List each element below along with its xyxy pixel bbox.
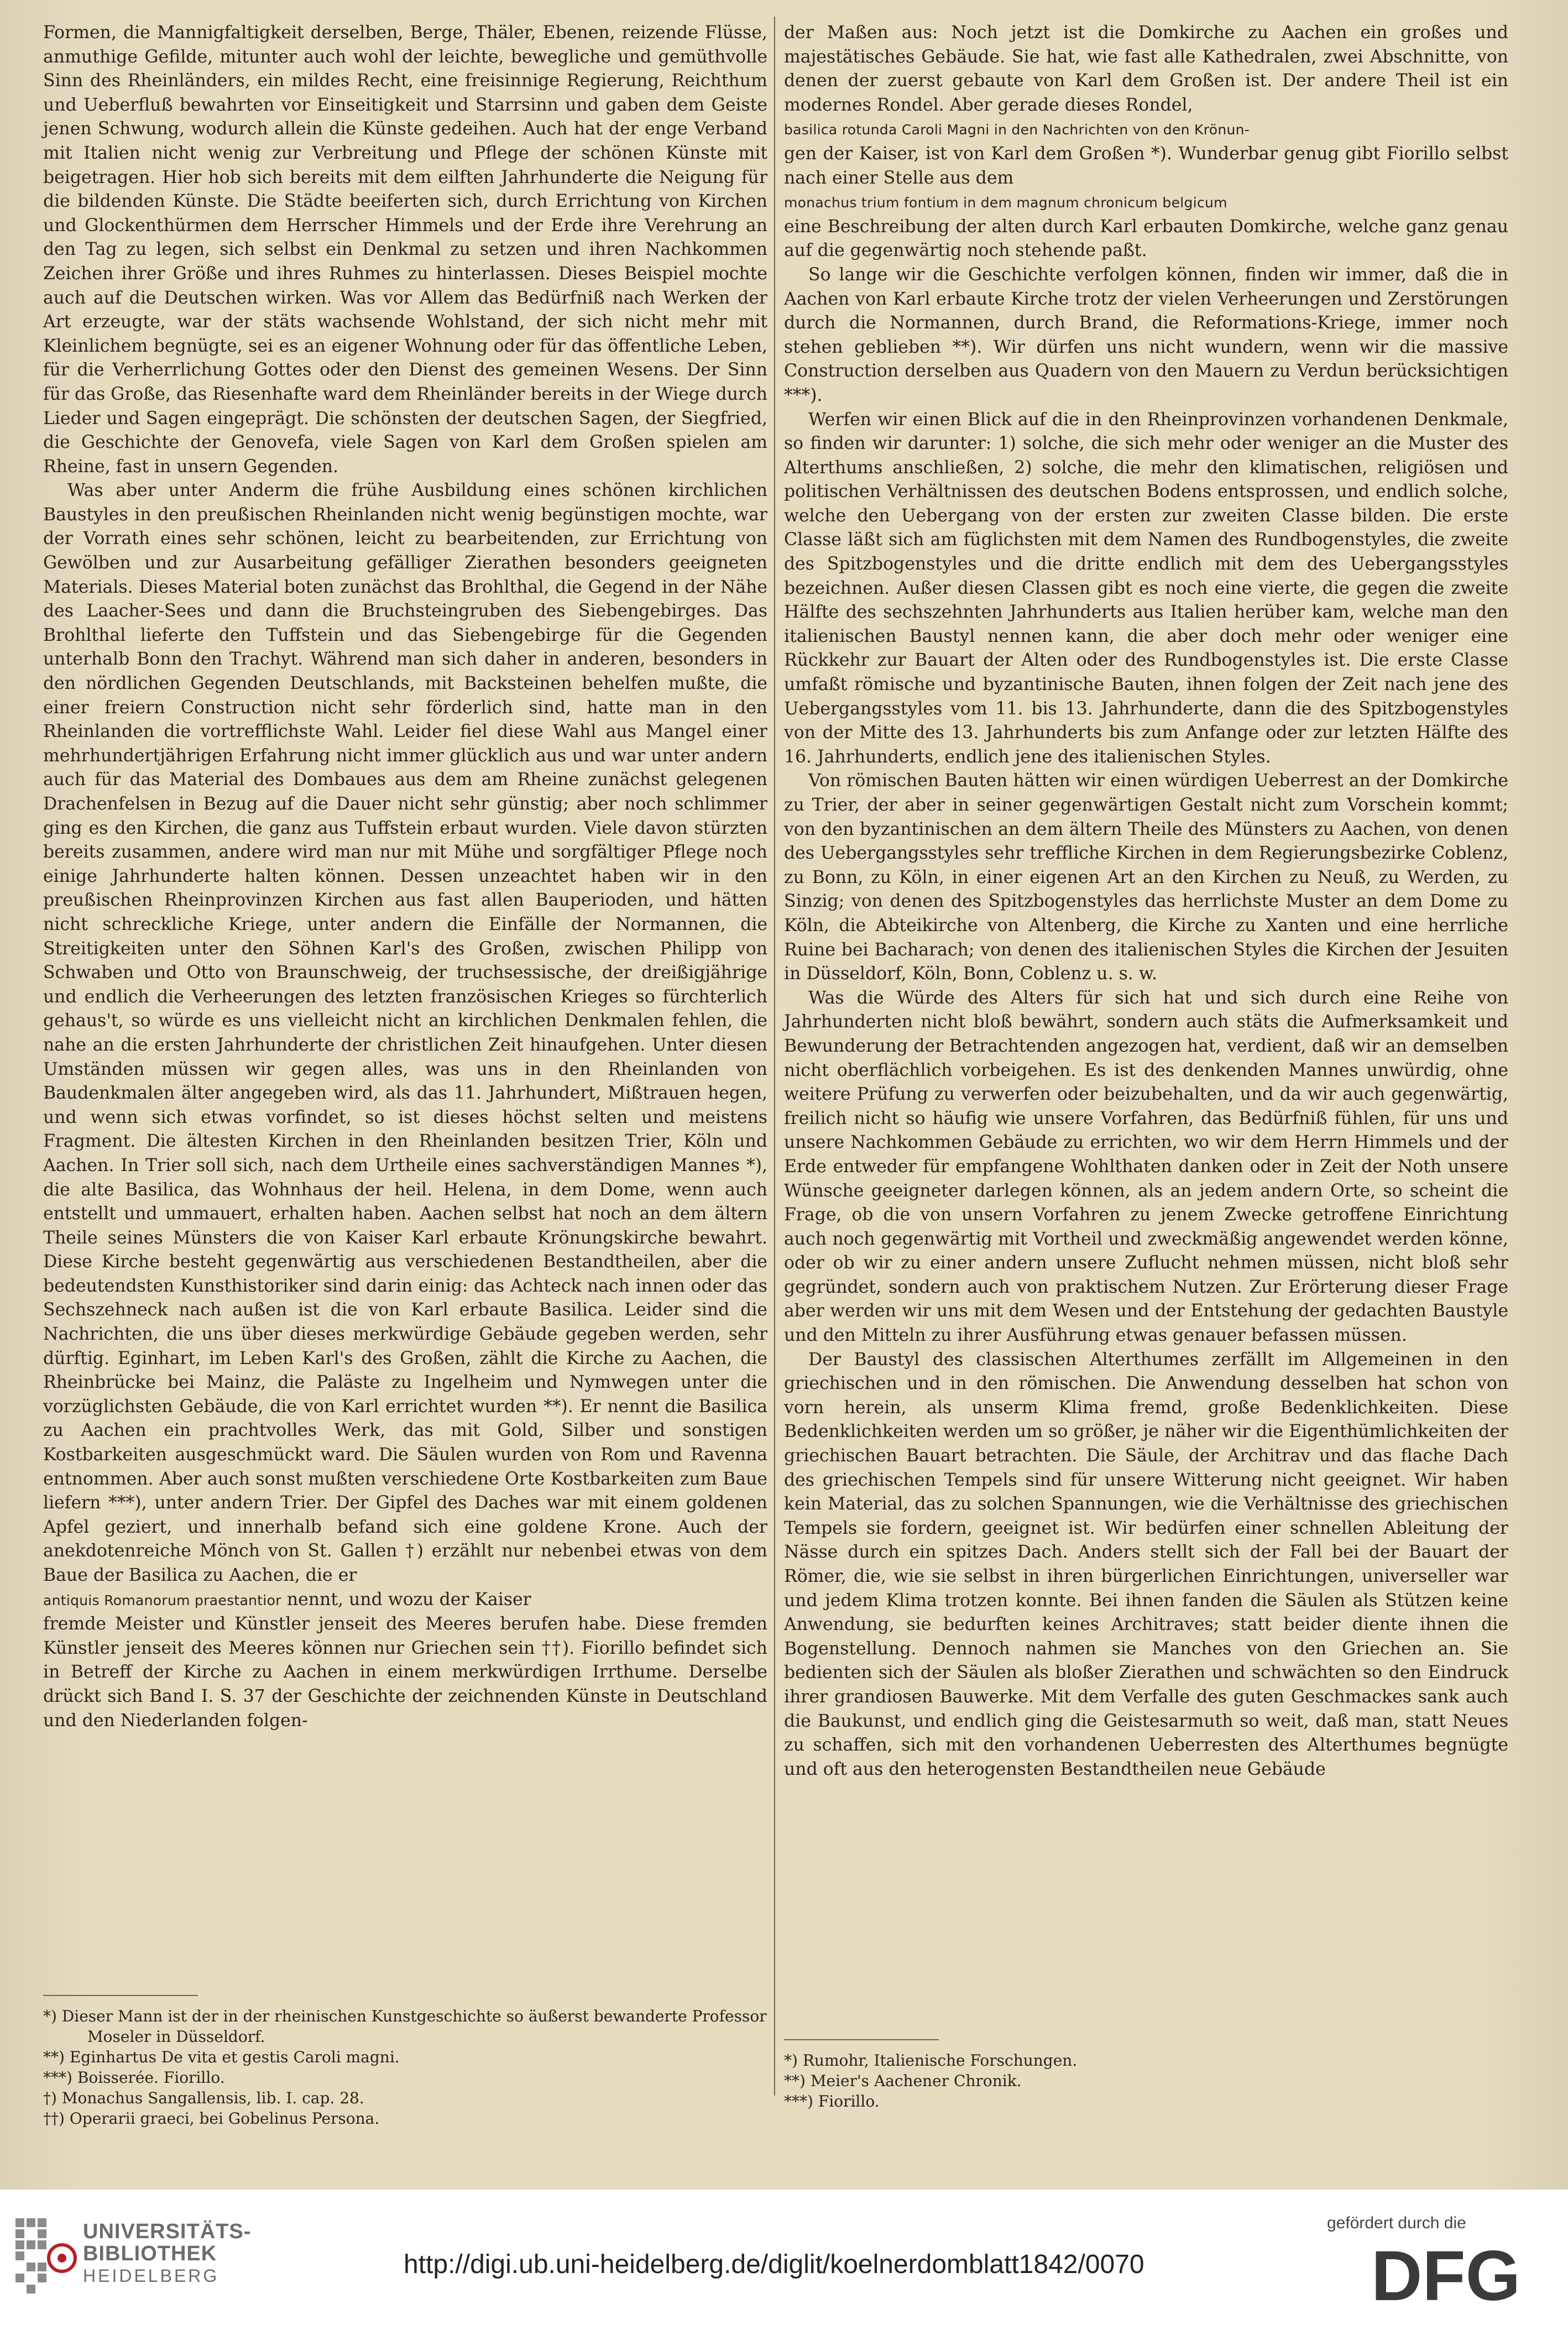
latin-tail: nennt, und wozu der Kaiser [286,1589,531,1610]
column-divider [774,17,775,2096]
footnote: ††) Operarii graeci, bei Gobelinus Persona. [43,2109,380,2128]
left-column [43,21,767,1733]
paragraph: fremde Meister und Künstler jenseit des Meeres berufen habe. Diese fremden Künstler jenseit des Meeres können nur Griechen sein ††). Fiorillo befindet sich in Betreff der Kirche zu Aachen in einem merkwürdigen Irrthume. Derselbe drückt sich Band I. S. 37 der Geschichte der zeichnenden Künste in Deutschland und den Niederlanden folgen- [43,1614,767,1731]
paragraph: gen der Kaiser, ist von Karl dem Großen *). Wunderbar genug gibt Fiorillo selbst nach einer Stelle aus dem [784,143,1508,188]
dfg-logo-icon [1371,2240,1548,2307]
paragraph: Was die Würde des Alters für sich hat und sich durch eine Reihe von Jahrhunderten nicht bloß bewährt, sondern auch stäts die Aufmerksamkeit und Bewunderung der Betrachtenden angezogen hat, verdient, daß wir an demselben nicht oberflächlich vorbeigehen. Es ist des denkenden Mannes unwürdig, ohne weitere Prüfung zu verwerfen oder beizubehalten, und da wir auch gegenwärtig, freilich nicht so häufig wie unsere Vorfahren, das Bedürfniß fühlen, für uns und unsere Nachkommen Gebäude zu errichten, wo wir dem Herrn Himmels und der Erde entweder für empfangene Wohlthaten danken oder in Zeit der Noth unsere Wünsche geeigneter darlegen können, als an jedem andern Orte, so scheint die Frage, ob die von unsern Vorfahren zu jenem Zwecke getroffene Einrichtung auch noch gegenwärtig mit Vortheil und zweckmäßig angewendet werden könne, oder ob wir zu einer andern unsere Zuflucht nehmen müssen, nicht bloß sehr gegründet, sondern auch von praktischem Nutzen. Zur Erörterung dieser Frage aber werden wir uns mit dem Wesen und der Entstehung der gedachten Baustyle und den Mitteln zu ihrer Ausführung etwas genauer befassen müssen. [784,988,1508,1346]
latin-quote: antiquis Romanorum praestantior [43,1592,281,1608]
left-footnotes [43,2006,767,2129]
paragraph: Was aber unter Anderm die frühe Ausbildung eines schönen kirchlichen Baustyles in den preußischen Rheinlanden nicht wenig begünstigen mochte, war der Vorrath eines sehr schönen, leicht zu bearbeitenden, zur Errichtung von Gewölben und zur Ausarbeitung gefälliger Zierathen besonders geeigneten Materials. Dieses Material boten zunächst das Brohlthal, die Gegend in der Nähe des Laacher-Sees und dann die Bruchsteingruben des Siebengebirges. Das Brohlthal lieferte den Tuffstein und das Siebengebirge für die Gegenden unterhalb Bonn den Trachyt. Während man sich daher in anderen, besonders in den nördlichen Gegenden Deutschlands, mit Backsteinen behelfen mußte, die einer freiern Construction nicht sehr förderlich sind, hatte man in den Rheinlanden die vortrefflichste Wahl. Leider fiel diese Wahl aus Mangel einer mehrhundertjährigen Erfahrung nicht immer glücklich aus und war unter andern auch für das Material des Dombaues aus dem am Rheine zunächst gelegenen Drachenfelsen in Bezug auf die Dauer nicht sehr günstig; aber noch schlimmer ging es den Kirchen, die ganz aus Tuffstein erbaut wurden. Viele davon stürzten bereits zusammen, andere wird man nur mit Mühe und sorgfältiger Pflege noch einige Jahrhunderte halten können. Dessen unzeachtet haben wir in den preußischen Rheinprovinzen Kirchen aus fast allen Bauperioden, und hätten nicht schreckliche Kriege, unter andern die Einfälle der Normannen, die Streitigkeiten unter den Söhnen Karl's des Großen, zwischen Philipp von Schwaben und Otto von Braunschweig, der truchsessische, der dreißigjährige und endlich die Verheerungen des letzten französischen Krieges so fürchterlich gehaus't, so würde es uns vielleicht nicht an kirchlichen Denkmalen fehlen, die nahe an die ersten Jahrhunderte der christlichen Zeit hinaufgehen. Unter diesen Umständen müssen wir gegen alles, was uns in den Rheinlanden von Baudenkmalen älter angegeben wird, als das 11. Jahrhundert, Mißtrauen hegen, und wenn sich etwas vorfindet, so ist dieses höchst selten und meistens Fragment. Die ältesten Kirchen in den Rheinlanden besitzen Trier, Köln und Aachen. In Trier soll sich, nach dem Urtheile eines sachverständigen Mannes *), die alte Basilica, das Wohnhaus der heil. Helena, in dem Dome, wenn auch entstellt und ummauert, erhalten haben. Aachen selbst hat noch an dem ältern Theile seines Münsters die von Kaiser Karl erbaute Krönungskirche bewahrt. Diese Kirche besteht gegenwärtig aus verschiedenen Bestandtheilen, aber die bedeutendsten Kunsthistoriker sind darin einig: das Achteck nach innen oder das Sechszehneck nach außen ist die von Karl erbaute Basilica. Leider sind die Nachrichten, die uns über dieses merkwürdige Gebäude gegeben werden, sehr dürftig. Eginhart, im Leben Karl's des Großen, zählt die Kirche zu Aachen, die Rheinbrücke bei Mainz, die Paläste zu Ingelheim und Nymwegen unter die vorzüglichsten Gebäude, die von Karl errichtet wurden **). Er nennt die Basilica zu Aachen ein prachtvolles Werk, das mit Gold, Silber und sonstigen Kostbarkeiten ausgeschmückt ward. Die Säulen wurden von Rom und Ravenna entnommen. Aber auch sonst mußten verschiedene Orte Kostbarkeiten zum Baue liefern ***), unter andern Trier. Der Gipfel des Daches war mit einem goldenen Apfel geziert, und innerhalb befand sich eine goldene Krone. Auch der anekdotenreiche Mönch von St. Gallen †) erzählt nur nebenbei etwas von dem Baue der Basilica zu Aachen, die er [43,480,767,1585]
institution-line: UNIVERSITÄTS- [83,2220,252,2243]
latin-line [784,117,1508,142]
institution-name [83,2220,251,2287]
footnote-rule [784,2039,939,2040]
footnote: **) Meier's Aachener Chronik. [784,2072,1022,2090]
institution-line: HEIDELBERG [83,2266,219,2286]
paragraph: der Maßen aus: Noch jetzt ist die Domkirche zu Aachen ein großes und majestätisches Gebäude. Sie hat, wie fast alle Kathedralen, zwei Abschnitte, von denen der zuerst gebaute von Karl dem Großen ist. Der andere Theil ist ein modernes Rondel. Aber gerade dieses Rondel, [784,23,1508,115]
paragraph: Werfen wir einen Blick auf die in den Rheinprovinzen vorhandenen Denkmale, so finden wir darunter: 1) solche, die sich mehr oder weniger an die Muster des Alterthums anschließen, 2) solche, die mehr den klimatischen, religiösen und politischen Verhältnissen des deutschen Bodens entsprossen, und endlich solche, welche den Uebergang von der ersten zur zweiten Classe bilden. Die erste Classe läßt sich am füglichsten mit dem Namen des Rundbogenstyles, die zweite des Spitzbogenstyles und die dritte endlich mit dem des Uebergangsstyles bezeichnen. Außer diesen Classen gibt es noch eine vierte, die gegen die zweite Hälfte des sechszehnten Jahrhunderts aus Italien herüber kam, welche man den italienischen Baustyl nennen kann, die aber doch mehr oder weniger eine Rückkehr zur Bauart der Alten oder des Rundbogenstyles ist. Die erste Classe umfaßt römische und byzantinische Bauten, ihnen folgen der Zeit nach jene des Uebergangsstyles vom 11. bis 13. Jahrhunderte, dann die des Spitzbogenstyles von der Mitte des 13. Jahrhunderts bis zum Anfange oder zur letzten Hälfte des 16. Jahrhunderts, endlich jene des italienischen Styles. [784,409,1508,767]
right-footnotes [784,2050,1508,2112]
paragraph: So lange wir die Geschichte verfolgen können, finden wir immer, daß die in Aachen von Karl erbaute Kirche trotz der vielen Verheerungen und Zerstörungen durch die Normannen, durch Brand, die Reformations-Kriege, immer noch stehen geblieben **). Wir dürfen uns nicht wundern, wenn wir die massive Construction derselben aus Quadern von den Mauern zu Verdun berücksichtigen ***). [784,264,1508,405]
dfg-logo-text: DFG [1371,2240,1521,2307]
latin-line [43,1588,767,1613]
permalink-url[interactable]: http://digi.ub.uni-heidelberg.de/diglit/koelnerdomblatt1842/0070 [404,2250,1144,2279]
institution-line: BIBLIOTHEK [83,2242,217,2265]
viewer-footer [0,2190,1568,2325]
footnote: ***) Fiorillo. [784,2092,880,2110]
latin-quote: basilica rotunda Caroli Magni in den Nachrichten von den Krönun- [784,122,1250,138]
paragraph: Von römischen Bauten hätten wir einen würdigen Ueberrest an der Domkirche zu Trier, der aber in seiner gegenwärtigen Gestalt nicht zum Vorschein kommt; von den byzantinischen an dem ältern Theile des Münsters zu Aachen, von denen des Uebergangsstyles sehr treffliche Kirchen in dem Regierungsbezirke Coblenz, zu Bonn, zu Köln, in einer eigenen Art an den Kirchen zu Neuß, zu Werden, zu Sinzig; von denen des Spitzbogenstyles das herrlichste Muster an dem Dome zu Köln, die Abteikirche von Altenberg, die Kirche zu Xanten und eine herrliche Ruine bei Bacharach; von denen des italienischen Styles die Kirchen der Jesuiten in Düsseldorf, Köln, Bonn, Coblenz u. s. w. [784,771,1508,984]
footnote: *) Rumohr, Italienische Forschungen. [784,2051,1078,2070]
footnote: **) Eginhartus De vita et gestis Caroli magni. [43,2048,400,2066]
footnote: †) Monachus Sangallensis, lib. I. cap. 28. [43,2089,364,2107]
footnote: *) Dieser Mann ist der in der rheinischen Kunstgeschichte so äußerst bewanderte Professor Moseler in Düsseldorf. [43,2007,767,2046]
paragraph: Der Baustyl des classischen Alterthumes zerfällt im Allgemeinen in den griechischen und in den römischen. Die Anwendung desselben hat schon von vorn herein, als unserm Klima fremd, große Bedenklichkeiten. Diese Bedenklichkeiten werden um so größer, je näher wir die Eigenthümlichkeiten der griechischen Bauart betrachten. Die Säule, der Architrav und das flache Dach des griechischen Tempels sind für unsere Witterung nicht geeignet. Wir haben kein Material, das zu solchen Spannungen, wie die Verhältnisse des griechischen Tempels sie fordern, geeignet ist. Wir bedürfen einer schnellen Ableitung der Nässe durch ein spitzes Dach. Anders stellt sich der Fall bei der Bauart der Römer, die, wie sie selbst in ihren bürgerlichen Einrichtungen, universeller war und jedem Klima trotzen konnte. Bei ihnen fanden die Säulen als Stützen keine Anwendung, sie bedurften keines Architraves; statt beider diente ihnen die Bogenstellung. Dennoch nahmen sie Manches von den Griechen an. Sie bedienten sich der Säulen als bloßer Zierathen und schwächten so den Eindruck ihrer grandiosen Bauwerke. Mit dem Verfalle des guten Geschmackes sank auch die Baukunst, und endlich ging die Geistesarmuth so weit, daß man, statt Neues zu schaffen, sich mit den vorhandenen Ueberresten des Alterthumes begnügte und oft aus den heterogensten Bestandtheilen neue Gebäude [784,1349,1508,1779]
latin-line [784,190,1508,215]
paragraph: Formen, die Mannigfaltigkeit derselben, Berge, Thäler, Ebenen, reizende Flüsse, anmuthige Gefilde, mitunter auch wohl der leichte, bewegliche und gemüthvolle Sinn des Rheinländers, ein mildes Recht, eine freisinnige Regierung, Reichthum und Ueberfluß bewahrten vor Einseitigkeit und Starrsinn und gaben dem Geiste jenen Schwung, wodurch allein die Künste gedeihen. Auch hat der enge Verband mit Italien nicht wenig zur Verbreitung und Pflege der schönen Künste mit beigetragen. Hier hob sich bereits mit dem eilften Jahrhunderte die Neigung für die bildenden Künste. Die Städte beeiferten sich, durch Errichtung von Kirchen und Glockenthürmen dem Herrscher Himmels und der Erde ihre Verehrung an den Tag zu legen, sich selbst ein Denkmal zu setzen und ihren Nachkommen Zeichen ihrer Größe und ihres Ruhmes zu hinterlassen. Dieses Beispiel mochte auch auf die Deutschen wirken. Was vor Allem das Bedürfniß nach Werken der Art erzeugte, war der stäts wachsende Wohlstand, der sich nicht mehr mit Kleinlichem begnügte, sei es an eigener Wohnung oder für das öffentliche Leben, für die Verherrlichung Gottes oder den Dienst des gemeinen Wesens. Der Sinn für das Große, das Riesenhafte ward dem Rheinländer bereits in der Wiege durch Lieder und Sagen eingeprägt. Die schönsten der deutschen Sagen, der Siegfried, die Geschichte der Genovefa, viele Sagen von Karl dem Großen spielen am Rheine, fast in unsern Gegenden. [43,23,767,477]
footnote: ***) Boisserée. Fiorillo. [43,2068,225,2087]
university-seal-icon [11,2213,77,2307]
paragraph: eine Beschreibung der alten durch Karl erbauten Domkirche, welche ganz genau auf die gegenwärtig noch stehende paßt. [784,216,1508,261]
latin-quote: monachus trium fontium in dem magnum chronicum belgicum [784,195,1227,211]
footnote-rule [43,1995,198,1996]
funding-note: gefördert durch die [1327,2214,1466,2232]
right-column [784,21,1508,1781]
